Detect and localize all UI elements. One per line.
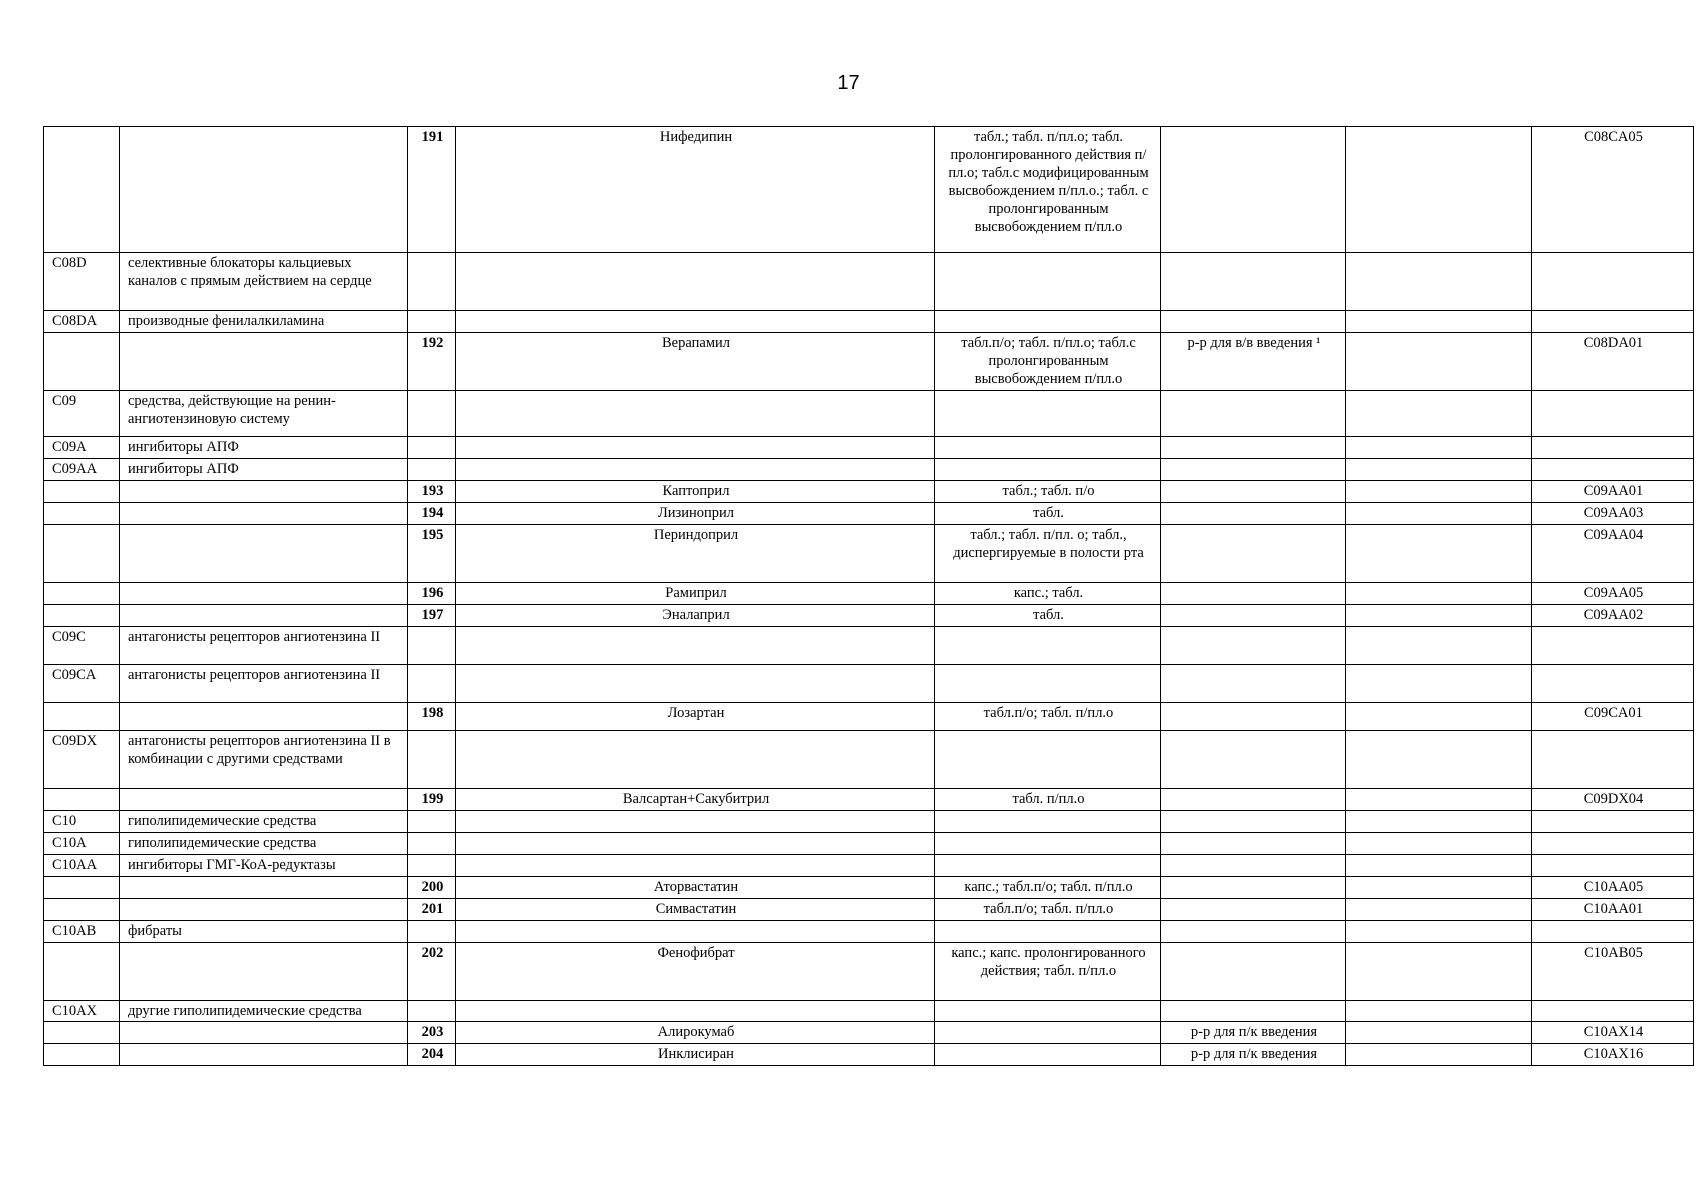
dosage-form-cell: табл.; табл. п/пл.о; табл. пролонгированного действия п/пл.о; табл.с модифицированным высвобождением п/пл.о.; табл. с пролонгированным высвобождением п/пл.о: [935, 127, 1161, 253]
atc-code-cell: [1532, 731, 1694, 789]
additional-form-cell: [1161, 627, 1346, 665]
drug-name-cell: Симвастатин: [456, 899, 935, 921]
atc-code-cell: [1532, 391, 1694, 437]
extra-cell: [1346, 1022, 1532, 1044]
atc-group-name-cell: средства, действующие на ренин-ангиотензиновую систему: [120, 391, 408, 437]
item-number-cell: [408, 731, 456, 789]
atc-code-cell: [1532, 459, 1694, 481]
additional-form-cell: [1161, 899, 1346, 921]
table-row: [44, 811, 1694, 833]
dosage-form-cell: табл.: [935, 605, 1161, 627]
extra-cell: [1346, 391, 1532, 437]
atc-group-name-cell: гиполипидемические средства: [120, 833, 408, 855]
table-row: [44, 877, 1694, 899]
dosage-form-cell: [935, 855, 1161, 877]
additional-form-cell: [1161, 525, 1346, 583]
atc-code-cell: C09AA01: [1532, 481, 1694, 503]
additional-form-cell: [1161, 703, 1346, 731]
extra-cell: [1346, 525, 1532, 583]
drug-name-cell: Лозартан: [456, 703, 935, 731]
drug-name-cell: [456, 311, 935, 333]
atc-group-name-cell: [120, 1044, 408, 1066]
table-row: [44, 1022, 1694, 1044]
atc-group-code-cell: C09DX: [44, 731, 120, 789]
drug-name-cell: Лизиноприл: [456, 503, 935, 525]
dosage-form-cell: [935, 665, 1161, 703]
table-row: [44, 921, 1694, 943]
atc-group-code-cell: [44, 481, 120, 503]
dosage-form-cell: [935, 437, 1161, 459]
dosage-form-cell: капс.; табл.: [935, 583, 1161, 605]
item-number-cell: 192: [408, 333, 456, 391]
drug-name-cell: Рамиприл: [456, 583, 935, 605]
item-number-cell: [408, 627, 456, 665]
extra-cell: [1346, 665, 1532, 703]
atc-group-name-cell: [120, 605, 408, 627]
atc-group-name-cell: [120, 525, 408, 583]
additional-form-cell: [1161, 665, 1346, 703]
extra-cell: [1346, 627, 1532, 665]
atc-group-code-cell: C10: [44, 811, 120, 833]
atc-group-name-cell: другие гиполипидемические средства: [120, 1001, 408, 1022]
additional-form-cell: [1161, 127, 1346, 253]
item-number-cell: 204: [408, 1044, 456, 1066]
page-number: 17: [837, 72, 860, 94]
item-number-cell: [408, 391, 456, 437]
drug-name-cell: [456, 459, 935, 481]
atc-group-code-cell: [44, 1044, 120, 1066]
dosage-form-cell: [935, 459, 1161, 481]
extra-cell: [1346, 333, 1532, 391]
extra-cell: [1346, 459, 1532, 481]
dosage-form-cell: [935, 311, 1161, 333]
additional-form-cell: р-р для в/в введения ¹: [1161, 333, 1346, 391]
atc-group-code-cell: [44, 605, 120, 627]
item-number-cell: [408, 311, 456, 333]
atc-group-name-cell: [120, 333, 408, 391]
atc-code-cell: C09AA03: [1532, 503, 1694, 525]
atc-code-cell: [1532, 921, 1694, 943]
table-row: [44, 855, 1694, 877]
table-row: [44, 833, 1694, 855]
atc-code-cell: [1532, 437, 1694, 459]
drug-name-cell: Алирокумаб: [456, 1022, 935, 1044]
extra-cell: [1346, 943, 1532, 1001]
table-row: [44, 459, 1694, 481]
item-number-cell: 197: [408, 605, 456, 627]
atc-group-code-cell: [44, 583, 120, 605]
atc-group-name-cell: ингибиторы ГМГ-КоА-редуктазы: [120, 855, 408, 877]
atc-group-name-cell: гиполипидемические средства: [120, 811, 408, 833]
additional-form-cell: [1161, 459, 1346, 481]
item-number-cell: [408, 1001, 456, 1022]
drug-name-cell: Нифедипин: [456, 127, 935, 253]
additional-form-cell: [1161, 789, 1346, 811]
atc-group-code-cell: C09A: [44, 437, 120, 459]
atc-code-cell: [1532, 253, 1694, 311]
extra-cell: [1346, 855, 1532, 877]
extra-cell: [1346, 811, 1532, 833]
dosage-form-cell: табл.п/о; табл. п/пл.о: [935, 899, 1161, 921]
atc-group-code-cell: [44, 503, 120, 525]
atc-group-code-cell: C08D: [44, 253, 120, 311]
additional-form-cell: [1161, 583, 1346, 605]
dosage-form-cell: [935, 811, 1161, 833]
extra-cell: [1346, 503, 1532, 525]
atc-group-code-cell: [44, 789, 120, 811]
atc-group-code-cell: C08DA: [44, 311, 120, 333]
atc-code-cell: [1532, 627, 1694, 665]
additional-form-cell: р-р для п/к введения: [1161, 1044, 1346, 1066]
dosage-form-cell: [935, 391, 1161, 437]
atc-group-name-cell: ингибиторы АПФ: [120, 459, 408, 481]
extra-cell: [1346, 899, 1532, 921]
extra-cell: [1346, 583, 1532, 605]
item-number-cell: 196: [408, 583, 456, 605]
table-row: [44, 703, 1694, 731]
atc-code-cell: C09DX04: [1532, 789, 1694, 811]
item-number-cell: 203: [408, 1022, 456, 1044]
additional-form-cell: [1161, 437, 1346, 459]
drug-name-cell: [456, 665, 935, 703]
item-number-cell: [408, 665, 456, 703]
extra-cell: [1346, 311, 1532, 333]
drug-name-cell: [456, 921, 935, 943]
drug-name-cell: [456, 811, 935, 833]
item-number-cell: [408, 253, 456, 311]
dosage-form-cell: [935, 1044, 1161, 1066]
extra-cell: [1346, 437, 1532, 459]
atc-group-name-cell: ингибиторы АПФ: [120, 437, 408, 459]
additional-form-cell: [1161, 605, 1346, 627]
atc-group-code-cell: C10A: [44, 833, 120, 855]
atc-group-name-cell: [120, 583, 408, 605]
additional-form-cell: [1161, 1001, 1346, 1022]
atc-code-cell: [1532, 311, 1694, 333]
extra-cell: [1346, 703, 1532, 731]
table-row: [44, 789, 1694, 811]
dosage-form-cell: табл.; табл. п/о: [935, 481, 1161, 503]
drug-name-cell: Каптоприл: [456, 481, 935, 503]
table-row: [44, 1044, 1694, 1066]
extra-cell: [1346, 605, 1532, 627]
extra-cell: [1346, 481, 1532, 503]
additional-form-cell: [1161, 253, 1346, 311]
atc-group-name-cell: [120, 127, 408, 253]
table-row: [44, 899, 1694, 921]
atc-code-cell: [1532, 833, 1694, 855]
table-row: [44, 665, 1694, 703]
atc-group-name-cell: [120, 899, 408, 921]
drug-list-table: [43, 126, 1694, 1066]
atc-group-code-cell: [44, 703, 120, 731]
atc-code-cell: C10AA01: [1532, 899, 1694, 921]
dosage-form-cell: [935, 731, 1161, 789]
atc-group-name-cell: селективные блокаторы кальциевых каналов с прямым действием на сердце: [120, 253, 408, 311]
additional-form-cell: [1161, 921, 1346, 943]
atc-group-code-cell: [44, 333, 120, 391]
dosage-form-cell: табл. п/пл.о: [935, 789, 1161, 811]
table-row: [44, 627, 1694, 665]
item-number-cell: 194: [408, 503, 456, 525]
atc-group-code-cell: [44, 127, 120, 253]
additional-form-cell: [1161, 503, 1346, 525]
table-row: [44, 127, 1694, 253]
table-row: [44, 333, 1694, 391]
atc-group-name-cell: антагонисты рецепторов ангиотензина II: [120, 665, 408, 703]
atc-group-code-cell: [44, 877, 120, 899]
table-row: [44, 731, 1694, 789]
dosage-form-cell: [935, 627, 1161, 665]
drug-name-cell: [456, 253, 935, 311]
additional-form-cell: [1161, 391, 1346, 437]
extra-cell: [1346, 1044, 1532, 1066]
dosage-form-cell: [935, 1022, 1161, 1044]
item-number-cell: 195: [408, 525, 456, 583]
dosage-form-cell: капс.; табл.п/о; табл. п/пл.о: [935, 877, 1161, 899]
atc-code-cell: [1532, 1001, 1694, 1022]
drug-name-cell: Эналаприл: [456, 605, 935, 627]
drug-name-cell: Периндоприл: [456, 525, 935, 583]
atc-group-code-cell: C09C: [44, 627, 120, 665]
atc-code-cell: C10AA05: [1532, 877, 1694, 899]
drug-name-cell: [456, 627, 935, 665]
item-number-cell: 193: [408, 481, 456, 503]
table-row: [44, 253, 1694, 311]
additional-form-cell: [1161, 943, 1346, 1001]
additional-form-cell: [1161, 311, 1346, 333]
extra-cell: [1346, 789, 1532, 811]
extra-cell: [1346, 253, 1532, 311]
atc-group-code-cell: [44, 899, 120, 921]
drug-name-cell: [456, 833, 935, 855]
atc-group-code-cell: C09AA: [44, 459, 120, 481]
atc-group-name-cell: производные фенилалкиламина: [120, 311, 408, 333]
atc-code-cell: C09CA01: [1532, 703, 1694, 731]
atc-group-name-cell: [120, 503, 408, 525]
atc-code-cell: C09AA04: [1532, 525, 1694, 583]
atc-group-name-cell: фибраты: [120, 921, 408, 943]
atc-code-cell: C09AA02: [1532, 605, 1694, 627]
atc-group-code-cell: [44, 943, 120, 1001]
dosage-form-cell: табл.; табл. п/пл. о; табл., диспергируемые в полости рта: [935, 525, 1161, 583]
additional-form-cell: [1161, 833, 1346, 855]
item-number-cell: [408, 855, 456, 877]
drug-name-cell: Валсартан+Сакубитрил: [456, 789, 935, 811]
table-row: [44, 583, 1694, 605]
extra-cell: [1346, 731, 1532, 789]
item-number-cell: [408, 437, 456, 459]
drug-name-cell: Инклисиран: [456, 1044, 935, 1066]
atc-group-name-cell: [120, 1022, 408, 1044]
dosage-form-cell: табл.: [935, 503, 1161, 525]
item-number-cell: 198: [408, 703, 456, 731]
item-number-cell: 201: [408, 899, 456, 921]
table-row: [44, 481, 1694, 503]
atc-group-code-cell: C09: [44, 391, 120, 437]
additional-form-cell: [1161, 811, 1346, 833]
additional-form-cell: [1161, 855, 1346, 877]
atc-group-name-cell: [120, 789, 408, 811]
atc-group-name-cell: [120, 943, 408, 1001]
atc-group-name-cell: [120, 481, 408, 503]
item-number-cell: 200: [408, 877, 456, 899]
additional-form-cell: [1161, 877, 1346, 899]
extra-cell: [1346, 921, 1532, 943]
drug-name-cell: [456, 855, 935, 877]
dosage-form-cell: [935, 1001, 1161, 1022]
atc-group-name-cell: [120, 703, 408, 731]
atc-group-code-cell: C10AA: [44, 855, 120, 877]
atc-code-cell: C10AB05: [1532, 943, 1694, 1001]
item-number-cell: [408, 459, 456, 481]
dosage-form-cell: [935, 921, 1161, 943]
atc-code-cell: [1532, 811, 1694, 833]
atc-group-name-cell: антагонисты рецепторов ангиотензина II в комбинации с другими средствами: [120, 731, 408, 789]
table-row: [44, 503, 1694, 525]
item-number-cell: 191: [408, 127, 456, 253]
item-number-cell: [408, 921, 456, 943]
drug-name-cell: Фенофибрат: [456, 943, 935, 1001]
drug-name-cell: Аторвастатин: [456, 877, 935, 899]
item-number-cell: [408, 833, 456, 855]
table-row: [44, 943, 1694, 1001]
atc-code-cell: C08DA01: [1532, 333, 1694, 391]
dosage-form-cell: табл.п/о; табл. п/пл.о; табл.с пролонгированным высвобождением п/пл.о: [935, 333, 1161, 391]
atc-group-code-cell: C10AX: [44, 1001, 120, 1022]
atc-code-cell: C10AX16: [1532, 1044, 1694, 1066]
drug-name-cell: [456, 391, 935, 437]
atc-group-code-cell: [44, 1022, 120, 1044]
dosage-form-cell: табл.п/о; табл. п/пл.о: [935, 703, 1161, 731]
item-number-cell: 199: [408, 789, 456, 811]
table-row: [44, 391, 1694, 437]
dosage-form-cell: [935, 253, 1161, 311]
table-row: [44, 437, 1694, 459]
drug-name-cell: [456, 1001, 935, 1022]
additional-form-cell: [1161, 481, 1346, 503]
table-row: [44, 311, 1694, 333]
table-row: [44, 605, 1694, 627]
drug-name-cell: [456, 437, 935, 459]
extra-cell: [1346, 1001, 1532, 1022]
atc-group-name-cell: антагонисты рецепторов ангиотензина II: [120, 627, 408, 665]
atc-group-name-cell: [120, 877, 408, 899]
dosage-form-cell: капс.; капс. пролонгированного действия; табл. п/пл.о: [935, 943, 1161, 1001]
item-number-cell: 202: [408, 943, 456, 1001]
dosage-form-cell: [935, 833, 1161, 855]
item-number-cell: [408, 811, 456, 833]
additional-form-cell: р-р для п/к введения: [1161, 1022, 1346, 1044]
extra-cell: [1346, 877, 1532, 899]
additional-form-cell: [1161, 731, 1346, 789]
atc-code-cell: C10AX14: [1532, 1022, 1694, 1044]
table-row: [44, 525, 1694, 583]
extra-cell: [1346, 833, 1532, 855]
atc-group-code-cell: C10AB: [44, 921, 120, 943]
table-row: [44, 1001, 1694, 1022]
atc-code-cell: [1532, 665, 1694, 703]
drug-name-cell: [456, 731, 935, 789]
atc-code-cell: C08CA05: [1532, 127, 1694, 253]
atc-code-cell: C09AA05: [1532, 583, 1694, 605]
atc-code-cell: [1532, 855, 1694, 877]
table-body: [44, 127, 1694, 1066]
atc-group-code-cell: C09CA: [44, 665, 120, 703]
drug-name-cell: Верапамил: [456, 333, 935, 391]
atc-group-code-cell: [44, 525, 120, 583]
extra-cell: [1346, 127, 1532, 253]
